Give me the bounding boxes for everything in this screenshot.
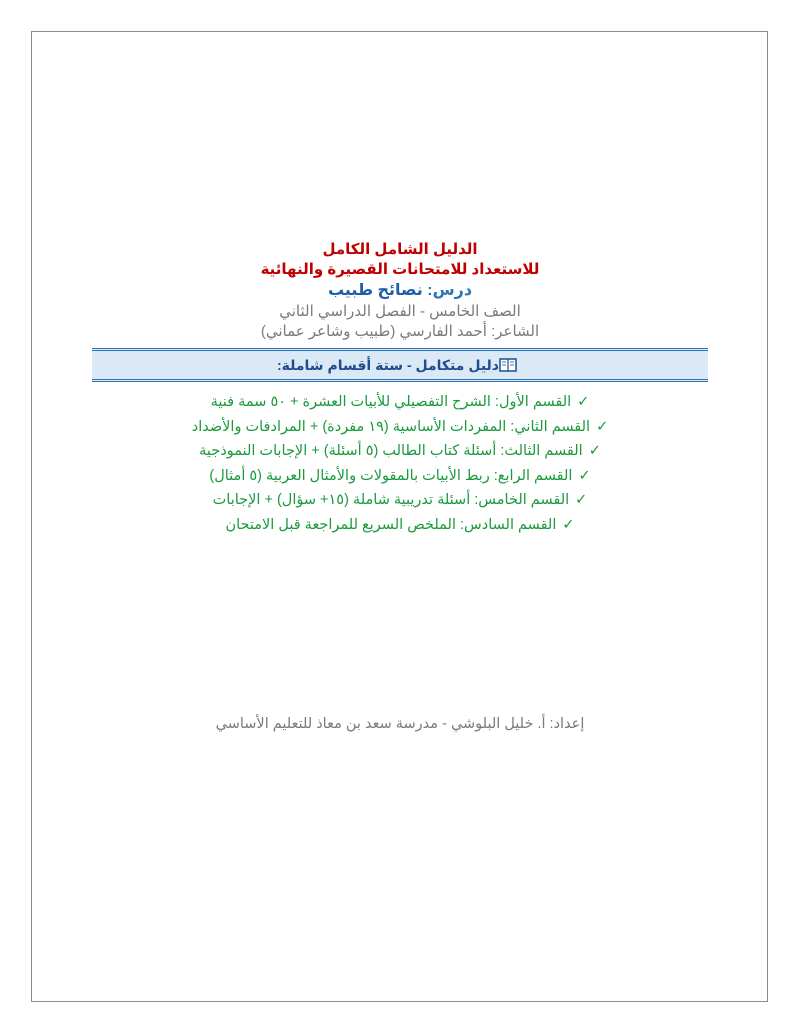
- lesson-name: نصائح طبيب: [327, 282, 423, 299]
- poet-info: الشاعر: أحمد الفارسي (طبيب وشاعر عماني): [260, 323, 540, 340]
- section-item-2: ✓القسم الثاني: المفردات الأساسية (١٩ مفردة) + المرادفات والأضداد: [191, 418, 609, 435]
- section-banner: [92, 348, 708, 382]
- document-subtitle: للاستعداد للامتحانات القصيرة والنهائية: [260, 261, 540, 278]
- grade-info: الصف الخامس - الفصل الدراسي الثاني: [279, 303, 521, 320]
- check-icon: ✓: [562, 516, 575, 533]
- section-item-1: ✓القسم الأول: الشرح التفصيلي للأبيات العشرة + ٥٠ سمة فنية: [210, 394, 590, 410]
- book-icon: [499, 358, 517, 372]
- section-item-4: ✓القسم الرابع: ربط الأبيات بالمقولات والأمثال العربية (٥ أمثال): [209, 467, 591, 484]
- check-icon: ✓: [577, 394, 590, 410]
- banner-text: دليل متكامل - ستة أقسام شاملة:: [277, 356, 499, 373]
- check-icon: ✓: [575, 492, 588, 508]
- check-icon: ✓: [588, 443, 601, 459]
- section-item-6: ✓القسم السادس: الملخص السريع للمراجعة قبل الامتحان: [225, 516, 575, 533]
- lesson-heading: [92, 280, 708, 302]
- document-content: [92, 238, 708, 537]
- check-icon: ✓: [578, 467, 591, 484]
- lesson-label: درس:: [427, 282, 473, 299]
- document-title: الدليل الشامل الكامل: [322, 241, 478, 258]
- sections-list: [92, 390, 708, 537]
- section-item-5: ✓القسم الخامس: أسئلة تدريبية شاملة (١٥+ سؤال) + الإجابات: [212, 492, 588, 508]
- check-icon: ✓: [596, 418, 609, 435]
- section-item-3: ✓القسم الثالث: أسئلة كتاب الطالب (٥ أسئلة) + الإجابات النموذجية: [199, 443, 601, 459]
- author-credit: إعداد: أ. خليل البلوشي - مدرسة سعد بن معاذ للتعليم الأساسي: [215, 716, 585, 732]
